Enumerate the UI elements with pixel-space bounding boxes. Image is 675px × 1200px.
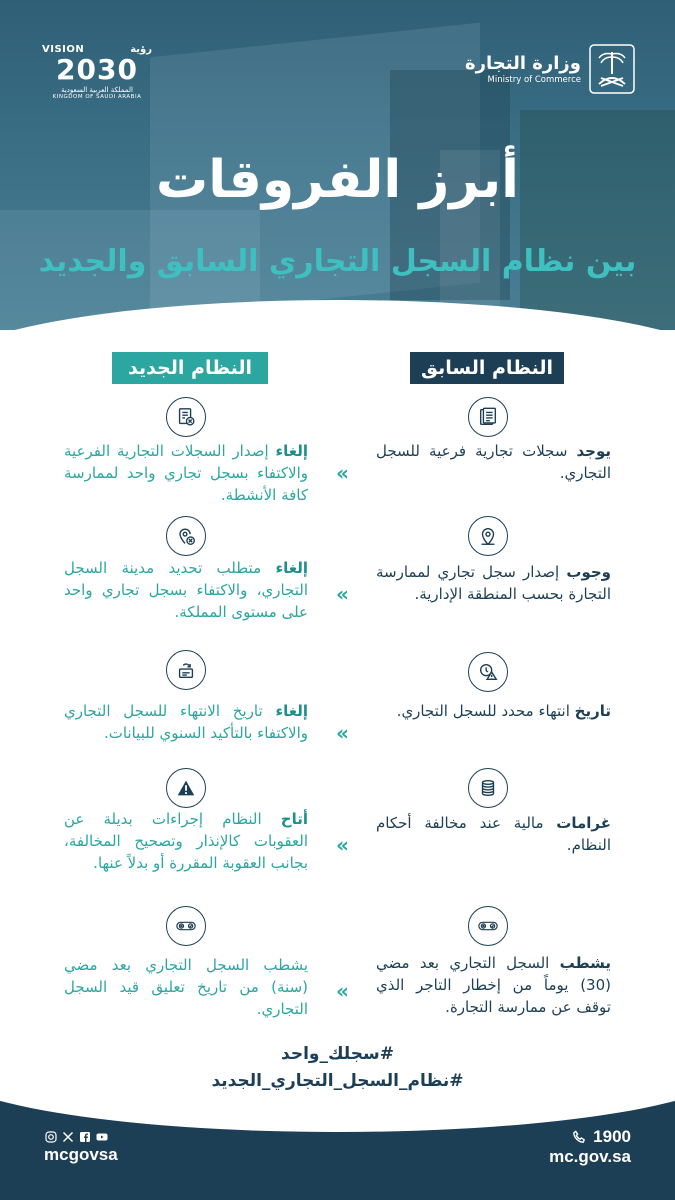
new-row-1-text — [64, 440, 308, 506]
facebook-icon[interactable] — [78, 1130, 91, 1143]
x-twitter-icon[interactable] — [61, 1130, 74, 1143]
document-cancel-icon — [166, 397, 206, 437]
vision-year: 2030 — [56, 53, 138, 86]
new-row-4-body: النظام إجراءات بديلة عن العقوبات كالإنذار وتصحيح المخالفة، بجانب العقوبة المقررة أو بدلاً عنها. — [64, 810, 308, 872]
phone-icon — [572, 1130, 587, 1145]
new-row-3-keyword: إلغاء — [275, 702, 308, 720]
old-row-1-text — [376, 440, 611, 484]
ministry-name-en: Ministry of Commerce — [487, 75, 581, 85]
chevron-double-left-icon: « — [336, 833, 349, 857]
new-row-3-body: تاريخ الانتهاء للسجل التجاري والاكتفاء بالتأكيد السنوي للبيانات. — [64, 702, 308, 742]
old-row-4-body: مالية عند مخالفة أحكام النظام. — [376, 814, 611, 854]
new-row-5-text — [64, 954, 308, 1020]
chevron-double-left-icon: « — [336, 461, 349, 485]
new-row-4-keyword: أتاح — [280, 810, 308, 828]
new-row-2-text — [64, 557, 308, 623]
old-system-heading: النظام السابق — [410, 352, 564, 384]
map-pin-icon — [468, 516, 508, 556]
new-row-2-keyword: إلغاء — [275, 559, 308, 577]
vision-2030-logo — [42, 44, 152, 100]
new-row-4-text — [64, 808, 308, 874]
new-system-heading: النظام الجديد — [112, 352, 268, 384]
youtube-icon[interactable] — [95, 1130, 108, 1143]
location-cancel-icon — [166, 516, 206, 556]
old-row-2-keyword: وجوب — [566, 563, 611, 581]
new-row-2-body: متطلب تحديد مدينة السجل التجاري، والاكتفاء بسجل تجاري واحد على مستوى المملكة. — [64, 559, 308, 621]
ministry-logo — [465, 44, 635, 94]
old-row-5-keyword: يشطب — [559, 954, 611, 972]
renew-document-icon — [166, 650, 206, 690]
header-banner — [0, 0, 675, 330]
hashtag-two[interactable]: #نظام_السجل_التجاري_الجديد — [211, 1071, 464, 1091]
clock-warning-icon — [468, 652, 508, 692]
new-row-3-text — [64, 700, 308, 744]
vision-label-en: VISION — [42, 44, 85, 55]
coins-icon — [468, 768, 508, 808]
chevron-double-left-icon: « — [336, 721, 349, 745]
page-subtitle: بين نظام السجل التجاري السابق والجديد — [38, 244, 637, 279]
old-row-5-body: السجل التجاري بعد مضي (30) يوماً من إخطار التاجر الذي توقف عن ممارسة التجارة. — [376, 954, 611, 1016]
new-row-1-keyword: إلغاء — [275, 442, 308, 460]
new-row-5-body: يشطب السجل التجاري بعد مضي (سنة) من تاريخ تعليق قيد السجل التجاري. — [64, 956, 308, 1018]
status-toggle-icon — [166, 906, 206, 946]
ministry-name-ar: وزارة التجارة — [465, 53, 581, 74]
old-row-3-body: انتهاء محدد للسجل التجاري. — [396, 702, 575, 720]
old-row-2-body: إصدار سجل تجاري لممارسة التجارة بحسب المنطقة الإدارية. — [376, 563, 611, 603]
document-list-icon — [468, 397, 508, 437]
vision-label-ar: رؤية — [130, 44, 152, 55]
hashtag-one[interactable]: #سجلك_واحد — [281, 1044, 394, 1064]
phone-number[interactable] — [572, 1127, 631, 1147]
old-row-4-text — [376, 812, 611, 856]
footer-wave-divider — [0, 1092, 675, 1132]
old-row-3-text — [376, 700, 611, 722]
website-link[interactable]: mc.gov.sa — [549, 1147, 631, 1166]
old-row-1-body: سجلات تجارية فرعية للسجل التجاري. — [376, 442, 611, 482]
old-row-3-keyword: تاريخ — [574, 702, 611, 720]
vision-country-en: KINGDOM OF SAUDI ARABIA — [52, 94, 142, 100]
warning-icon — [166, 768, 206, 808]
social-icons — [44, 1130, 108, 1143]
old-row-4-keyword: غرامات — [556, 814, 611, 832]
palm-swords-emblem-icon — [589, 44, 635, 94]
status-toggle-icon — [468, 906, 508, 946]
old-row-1-keyword: يوجد — [576, 442, 611, 460]
chevron-double-left-icon: « — [336, 979, 349, 1003]
instagram-icon[interactable] — [44, 1130, 57, 1143]
phone-number-text: 1900 — [593, 1127, 631, 1146]
vision-country-ar: المملكة العربية السعودية — [61, 86, 133, 94]
old-row-5-text — [376, 952, 611, 1018]
page-title: أبرز الفروقات — [155, 150, 519, 210]
chevron-double-left-icon: « — [336, 582, 349, 606]
new-row-1-body: إصدار السجلات التجارية الفرعية والاكتفاء بسجل تجاري واحد لممارسة كافة الأنشطة. — [64, 442, 308, 504]
social-handle[interactable]: mcgovsa — [44, 1145, 118, 1164]
old-row-2-text — [376, 561, 611, 605]
building-photo-shape — [520, 110, 675, 330]
